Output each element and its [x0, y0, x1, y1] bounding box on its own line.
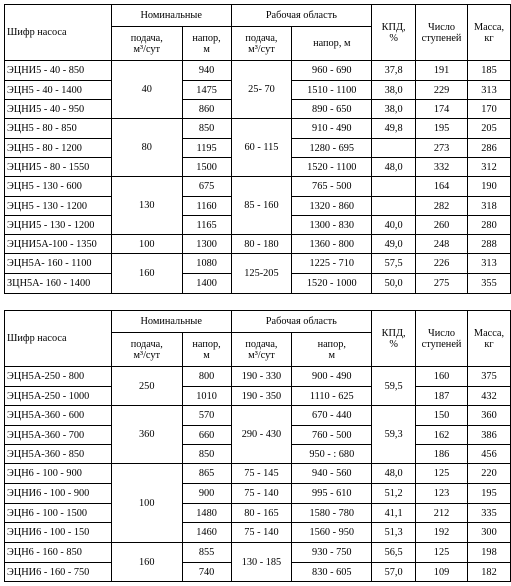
- row-stages: 150: [416, 406, 468, 426]
- row-flow-group: 100: [111, 464, 182, 543]
- row-stages: 162: [416, 426, 468, 445]
- row-work-head: 890 - 650: [292, 100, 372, 119]
- row-head: 800: [182, 367, 231, 387]
- row-flow-group: 160: [111, 254, 182, 294]
- row-mass: 170: [468, 100, 511, 119]
- row-mass: 300: [468, 523, 511, 543]
- row-stages: 109: [416, 563, 468, 582]
- header-efficiency: КПД, %: [372, 5, 416, 61]
- row-efficiency: 49,8: [372, 119, 416, 139]
- row-work-head: 1510 - 1100: [292, 81, 372, 100]
- row-work-head: 1360 - 800: [292, 235, 372, 254]
- row-work-flow: 80 - 165: [231, 504, 292, 523]
- row-stages: 248: [416, 235, 468, 254]
- row-cipher: ЭЦНИ5А-100 - 1350: [5, 235, 112, 254]
- row-work-head: 900 - 490: [292, 367, 372, 387]
- row-mass: 185: [468, 61, 511, 81]
- row-head: 570: [182, 406, 231, 426]
- row-efficiency: 41,1: [372, 504, 416, 523]
- row-efficiency: 37,8: [372, 61, 416, 81]
- row-stages: 282: [416, 197, 468, 216]
- row-work-head: 960 - 690: [292, 61, 372, 81]
- row-cipher: ЭЦН6 - 100 - 1500: [5, 504, 112, 523]
- row-work-head: 1300 - 830: [292, 216, 372, 235]
- row-stages: 195: [416, 119, 468, 139]
- row-work-head: 1580 - 780: [292, 504, 372, 523]
- header-head: напор, м: [182, 333, 231, 367]
- row-work-head: 1110 - 625: [292, 387, 372, 406]
- row-cipher: ЭЦНИ6 - 160 - 750: [5, 563, 112, 582]
- row-stages: 125: [416, 464, 468, 484]
- row-flow-group: 360: [111, 406, 182, 464]
- row-efficiency: 38,0: [372, 100, 416, 119]
- row-head: 850: [182, 445, 231, 464]
- row-work-flow-group: 130 - 185: [231, 543, 292, 582]
- row-work-flow: 190 - 330: [231, 367, 292, 387]
- row-stages: 260: [416, 216, 468, 235]
- row-cipher: ЭЦН6 - 100 - 900: [5, 464, 112, 484]
- row-mass: 198: [468, 543, 511, 563]
- row-stages: 275: [416, 274, 468, 294]
- row-mass: 318: [468, 197, 511, 216]
- row-work-flow: 75 - 140: [231, 523, 292, 543]
- row-work-head: 1520 - 1100: [292, 158, 372, 177]
- row-efficiency: 48,0: [372, 158, 416, 177]
- row-head: 940: [182, 61, 231, 81]
- row-head: 1460: [182, 523, 231, 543]
- row-work-head: 765 - 500: [292, 177, 372, 197]
- header-work-flow: подача, м³/сут: [231, 333, 292, 367]
- row-head: 1195: [182, 139, 231, 158]
- row-work-head: 1520 - 1000: [292, 274, 372, 294]
- row-efficiency: 57,0: [372, 563, 416, 582]
- row-stages: 174: [416, 100, 468, 119]
- row-head: 1160: [182, 197, 231, 216]
- row-head: 1475: [182, 81, 231, 100]
- row-work-head: 1280 - 695: [292, 139, 372, 158]
- row-cipher: ЭЦН5А- 160 - 1100: [5, 254, 112, 274]
- row-mass: 195: [468, 484, 511, 504]
- row-work-flow-group: 125-205: [231, 254, 292, 294]
- row-efficiency: [372, 139, 416, 158]
- row-head: 865: [182, 464, 231, 484]
- row-mass: 220: [468, 464, 511, 484]
- row-efficiency: 51,3: [372, 523, 416, 543]
- row-cipher: ЭЦНИ5 - 130 - 1200: [5, 216, 112, 235]
- row-flow-group: 100: [111, 235, 182, 254]
- row-head: 660: [182, 426, 231, 445]
- row-cipher: ЭЦН5 - 80 - 1200: [5, 139, 112, 158]
- header-stages: Число ступеней: [416, 5, 468, 61]
- header-efficiency: КПД, %: [372, 311, 416, 367]
- row-stages: 229: [416, 81, 468, 100]
- row-work-head: 940 - 560: [292, 464, 372, 484]
- row-work-flow: 75 - 145: [231, 464, 292, 484]
- row-efficiency: 49,0: [372, 235, 416, 254]
- row-cipher: ЭЦН5 - 40 - 1400: [5, 81, 112, 100]
- row-stages: 160: [416, 367, 468, 387]
- row-efficiency: [372, 177, 416, 197]
- row-cipher: ЭЦН6 - 160 - 850: [5, 543, 112, 563]
- header-nominal: Номинальные: [111, 5, 231, 27]
- row-head: 1480: [182, 504, 231, 523]
- row-mass: 456: [468, 445, 511, 464]
- row-mass: 280: [468, 216, 511, 235]
- row-stages: 226: [416, 254, 468, 274]
- header-work-area: Рабочая область: [231, 311, 372, 333]
- row-stages: 123: [416, 484, 468, 504]
- row-cipher: ЭЦН5А-250 - 800: [5, 367, 112, 387]
- row-stages: 191: [416, 61, 468, 81]
- row-head: 1080: [182, 254, 231, 274]
- row-work-flow: 75 - 140: [231, 484, 292, 504]
- row-mass: 288: [468, 235, 511, 254]
- row-work-flow-group: 80 - 180: [231, 235, 292, 254]
- row-head: 1500: [182, 158, 231, 177]
- row-cipher: ЗЦН5А- 160 - 1400: [5, 274, 112, 294]
- row-mass: 205: [468, 119, 511, 139]
- row-work-head: 950 - : 680: [292, 445, 372, 464]
- row-cipher: ЭЦН5А-360 - 700: [5, 426, 112, 445]
- row-head: 900: [182, 484, 231, 504]
- header-flow: подача, м³/сут: [111, 27, 182, 61]
- row-mass: 313: [468, 81, 511, 100]
- row-efficiency: 38,0: [372, 81, 416, 100]
- row-cipher: ЭЦН5А-360 - 600: [5, 406, 112, 426]
- row-stages: 273: [416, 139, 468, 158]
- row-head: 1300: [182, 235, 231, 254]
- row-stages: 212: [416, 504, 468, 523]
- header-cipher: Шифр насоса: [5, 311, 112, 367]
- row-head: 860: [182, 100, 231, 119]
- row-work-head: 930 - 750: [292, 543, 372, 563]
- row-mass: 182: [468, 563, 511, 582]
- row-work-head: 1225 - 710: [292, 254, 372, 274]
- pump-table-1: [4, 4, 511, 294]
- row-efficiency: 48,0: [372, 464, 416, 484]
- row-head: 850: [182, 119, 231, 139]
- row-mass: 190: [468, 177, 511, 197]
- row-mass: 355: [468, 274, 511, 294]
- row-head: 1165: [182, 216, 231, 235]
- row-flow-group: 160: [111, 543, 182, 582]
- row-work-flow-group: 60 - 115: [231, 119, 292, 177]
- row-flow-group: 130: [111, 177, 182, 235]
- row-flow-group: 250: [111, 367, 182, 406]
- header-mass: Масса, кг: [468, 311, 511, 367]
- row-head: 1400: [182, 274, 231, 294]
- row-work-head: 1560 - 950: [292, 523, 372, 543]
- row-mass: 360: [468, 406, 511, 426]
- row-head: 740: [182, 563, 231, 582]
- row-stages: 192: [416, 523, 468, 543]
- row-efficiency: [372, 197, 416, 216]
- header-flow: подача, м³/сут: [111, 333, 182, 367]
- header-nominal: Номинальные: [111, 311, 231, 333]
- row-work-flow: 190 - 350: [231, 387, 292, 406]
- row-stages: 125: [416, 543, 468, 563]
- row-work-head: 670 - 440: [292, 406, 372, 426]
- row-efficiency: 50,0: [372, 274, 416, 294]
- row-work-head: 995 - 610: [292, 484, 372, 504]
- row-efficiency: 40,0: [372, 216, 416, 235]
- row-head: 855: [182, 543, 231, 563]
- row-efficiency-group: 59,5: [372, 367, 416, 406]
- row-efficiency-group: 59,3: [372, 406, 416, 464]
- row-work-head: 1320 - 860: [292, 197, 372, 216]
- row-mass: 313: [468, 254, 511, 274]
- row-cipher: ЭЦНИ6 - 100 - 150: [5, 523, 112, 543]
- row-stages: 332: [416, 158, 468, 177]
- header-mass: Масса, кг: [468, 5, 511, 61]
- header-work-head: напор, м: [292, 27, 372, 61]
- row-cipher: ЭЦНИ5 - 40 - 950: [5, 100, 112, 119]
- row-efficiency: 56,5: [372, 543, 416, 563]
- row-cipher: ЭЦН5А-360 - 850: [5, 445, 112, 464]
- row-stages: 164: [416, 177, 468, 197]
- row-flow-group: 40: [111, 61, 182, 119]
- header-stages: Число ступеней: [416, 311, 468, 367]
- header-cipher: Шифр насоса: [5, 5, 112, 61]
- header-work-flow: подача, м³/сут: [231, 27, 292, 61]
- row-work-flow-group: 85 - 160: [231, 177, 292, 235]
- row-flow-group: 80: [111, 119, 182, 177]
- row-mass: 432: [468, 387, 511, 406]
- row-stages: 187: [416, 387, 468, 406]
- row-cipher: ЭЦНИ5 - 40 - 850: [5, 61, 112, 81]
- row-mass: 312: [468, 158, 511, 177]
- row-stages: 186: [416, 445, 468, 464]
- row-mass: 375: [468, 367, 511, 387]
- row-mass: 286: [468, 139, 511, 158]
- row-cipher: ЭЦН5А-250 - 1000: [5, 387, 112, 406]
- row-work-flow-group: 25- 70: [231, 61, 292, 119]
- row-head: 675: [182, 177, 231, 197]
- row-cipher: ЭЦНИ5 - 80 - 1550: [5, 158, 112, 177]
- row-cipher: ЭЦН5 - 130 - 600: [5, 177, 112, 197]
- row-mass: 386: [468, 426, 511, 445]
- row-cipher: ЭЦН5 - 130 - 1200: [5, 197, 112, 216]
- row-mass: 335: [468, 504, 511, 523]
- header-work-head: напор, м: [292, 333, 372, 367]
- row-work-flow-group: 290 - 430: [231, 406, 292, 464]
- row-work-head: 830 - 605: [292, 563, 372, 582]
- pump-table-2: [4, 310, 511, 582]
- row-cipher: ЭЦН5 - 80 - 850: [5, 119, 112, 139]
- row-head: 1010: [182, 387, 231, 406]
- row-efficiency: 51,2: [372, 484, 416, 504]
- header-head: напор, м: [182, 27, 231, 61]
- row-work-head: 760 - 500: [292, 426, 372, 445]
- row-efficiency: 57,5: [372, 254, 416, 274]
- header-work-area: Рабочая область: [231, 5, 372, 27]
- row-cipher: ЭЦНИ6 - 100 - 900: [5, 484, 112, 504]
- row-work-head: 910 - 490: [292, 119, 372, 139]
